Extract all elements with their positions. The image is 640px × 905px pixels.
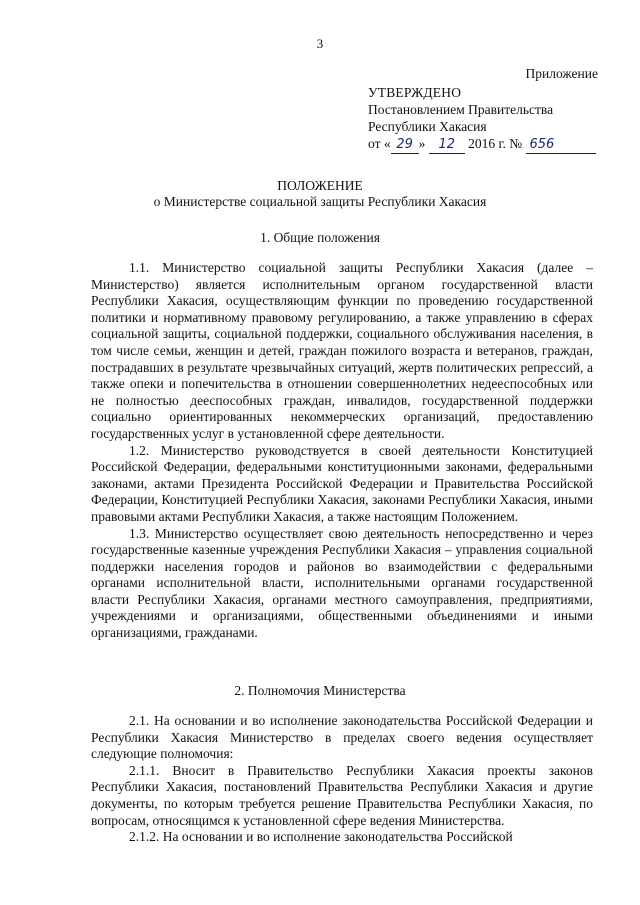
paragraph-2-1: 2.1. На основании и во исполнение законодательства Российской Федерации и Республики Хакасия Министерство в пределах своего ведения осуществляет следующие полномочия: (91, 713, 593, 762)
title-subheading: о Министерстве социальной защиты Республики Хакасия (153, 194, 487, 209)
section-1-body (91, 260, 593, 642)
paragraph-1-3: 1.3. Министерство осуществляет свою деятельность непосредственно и через государственные казенные учреждения Республики Хакасия – управления социальной поддержки населения городов и районов во взаимодействии с федеральными органами исполнительной власти, исполнительными органами государственной власти Республики Хакасия, органами местного самоуправления, предприятиями, учреждениями и организациями, общественными объединениями и иными организациями, гражданами. (91, 525, 593, 641)
title-heading: ПОЛОЖЕНИЕ (277, 178, 363, 193)
date-mid: » (418, 136, 426, 151)
document-title (0, 178, 640, 210)
page-number: 3 (316, 36, 324, 51)
approval-stamp-block (368, 84, 596, 154)
handwritten-day: 29 (391, 136, 419, 154)
section-heading-1: 1. Общие положения (260, 230, 380, 245)
date-prefix: от « (368, 136, 391, 151)
approved-label: УТВЕРЖДЕНО (368, 85, 462, 100)
approval-line-2: Республики Хакасия (368, 119, 487, 134)
approval-date-line (368, 135, 596, 154)
handwritten-number: 656 (526, 136, 596, 154)
paragraph-1-1: 1.1. Министерство социальной защиты Республики Хакасия (далее – Министерство) является исполнительным органом государственной власти Республики Хакасия, осуществляющим функции по проведению государственной политики и нормативному правовому регулированию, а также управлению в сферах социальной защиты, социальной поддержки, социального обслуживания населения, в том числе семьи, женщин и детей, граждан пожилого возраста и ветеранов, граждан, пострадавших в результате чрезвычайных ситуаций, жертв политических репрессий, а также опеки и попечительства в отношении совершеннолетних недееспособных или не полностью дееспособных граждан, инвалидов, государственной поддержки социально ориентированных некоммерческих организаций, предоставлению государственных услуг в установленной сфере деятельности. (91, 260, 593, 441)
section-heading-2: 2. Полномочия Министерства (234, 683, 406, 698)
appendix-label: Приложение (525, 66, 598, 81)
paragraph-1-2: 1.2. Министерство руководствуется в своей деятельности Конституцией Российской Федерации, федеральными конституционными законами, федеральными законами, актами Президента Российской Федерации и Правительства Российской Федерации, Конституцией Республики Хакасия, законами Республики Хакасия, иными правовыми актами Республики Хакасия, а также настоящим Положением. (91, 442, 593, 524)
paragraph-2-1-1: 2.1.1. Вносит в Правительство Республики Хакасия проекты законов Республики Хакасия, постановлений Правительства Республики Хакасия и другие документы, по которым требуется решение Правительства Республики Хакасия, по вопросам, относящимся к установленной сфере ведения Министерства. (91, 762, 593, 828)
date-year: 2016 г. № (468, 136, 523, 151)
paragraph-2-1-2: 2.1.2. На основании и во исполнение законодательства Российской (129, 829, 513, 845)
approval-line-1: Постановлением Правительства (368, 102, 554, 117)
handwritten-month: 12 (429, 136, 465, 154)
section-2-body (91, 713, 593, 846)
